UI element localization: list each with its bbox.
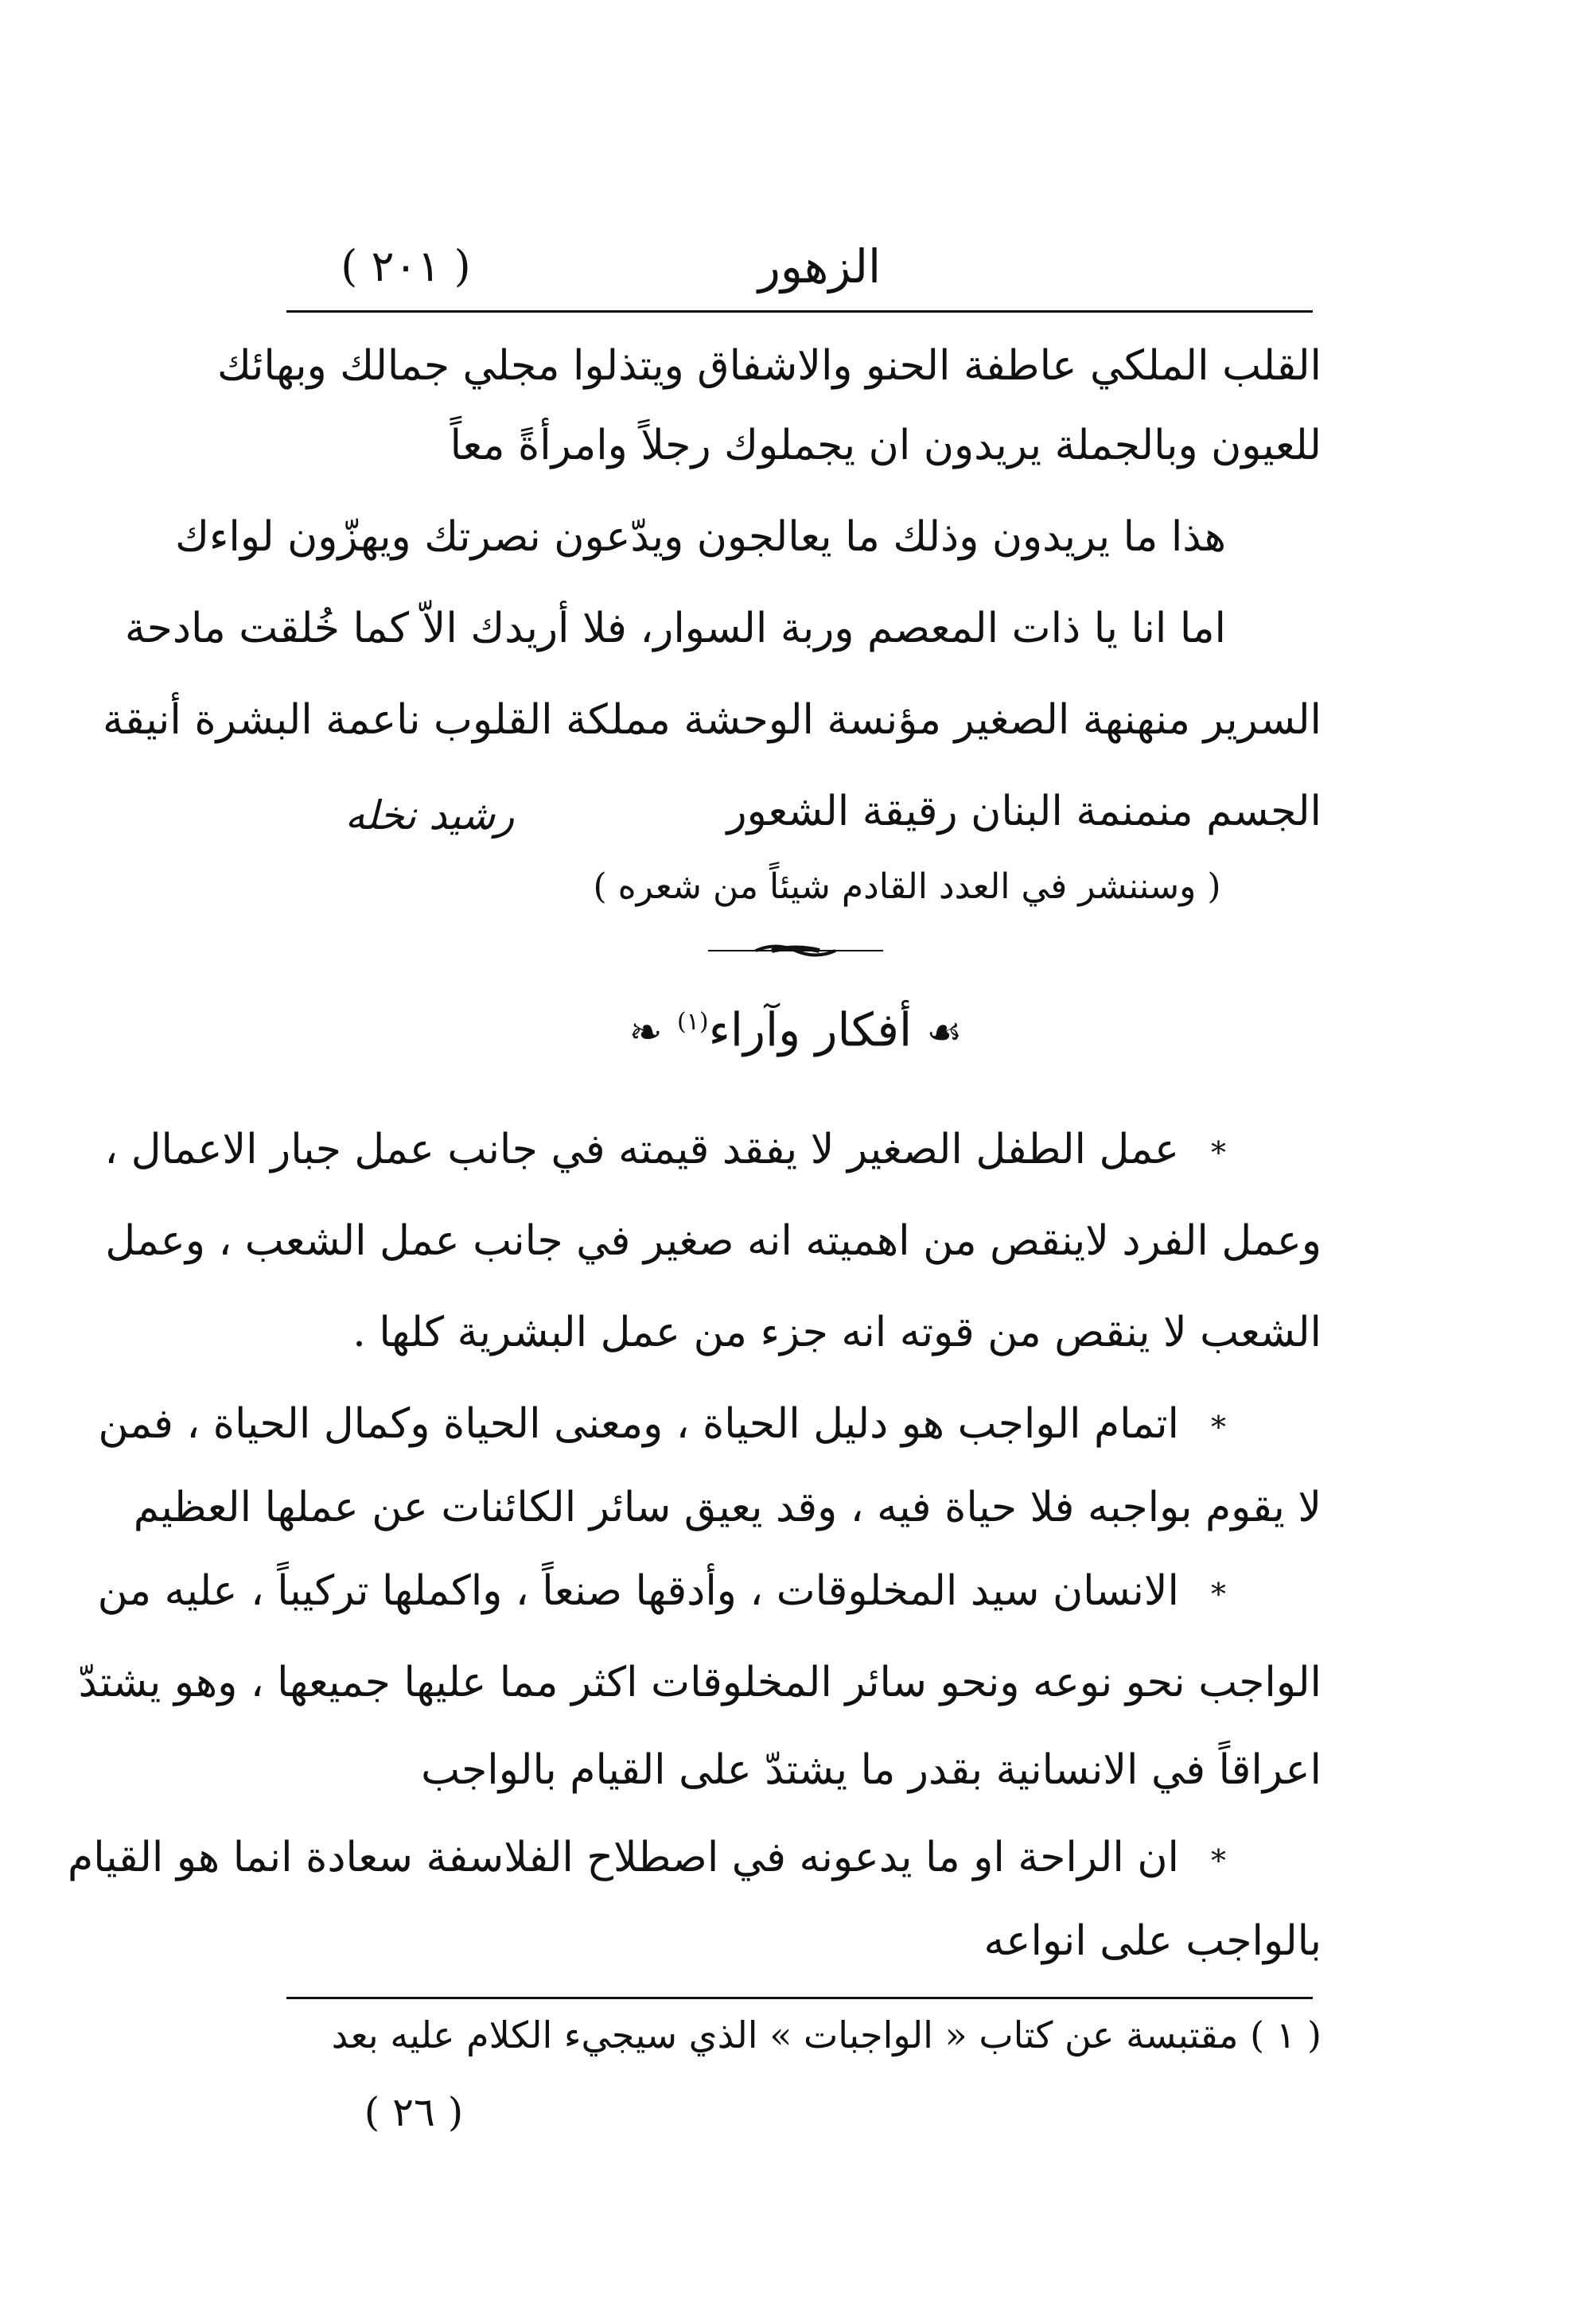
- poem-line: للعيون وبالجملة يريدون ان يجملوك رجلاً وامرأةً معاً: [450, 422, 1322, 469]
- paragraph-star-icon: *: [1211, 1410, 1226, 1445]
- footnote-number: ( ١ ): [1250, 2013, 1322, 2056]
- body-line: الشعب لا ينقص من قوته انه جزء من عمل البشرية كلها .: [352, 1309, 1322, 1356]
- flourish-right-icon: ☙: [926, 1009, 963, 1056]
- poem-line: هذا ما يريدون وذلك ما يعالجون ويدّعون نصرتك ويهزّون لواءك: [175, 513, 1226, 561]
- author-signature: رشيد نخله: [345, 792, 515, 838]
- body-line: *الانسان سيد المخلوقات ، وأدقها صنعاً ، واكملها تركيباً ، عليه من: [287, 1563, 1322, 1622]
- poem-line: الجسم منمنمة البنان رقيقة الشعور: [726, 788, 1322, 835]
- publisher-note: ( وسننشر في العدد القادم شيئاً من شعره ): [593, 866, 1221, 907]
- body-line: لا يقوم بواجبه فلا حياة فيه ، وقد يعيق سائر الكائنات عن عملها العظيم: [133, 1484, 1322, 1531]
- poem-line: القلب الملكي عاطفة الحنو والاشفاق ويتذلوا مجلي جمالك وبهائك: [217, 342, 1322, 390]
- footnote-text: مقتبسة عن كتاب « الواجبات » الذي سيجيء الكلام عليه بعد: [331, 2013, 1239, 2056]
- body-line: *اتمام الواجب هو دليل الحياة ، ومعنى الحياة وكمال الحياة ، فمن: [287, 1396, 1322, 1455]
- paragraph-star-icon: *: [1211, 1843, 1226, 1878]
- paragraph-star-icon: *: [1211, 1577, 1226, 1612]
- footnote-marker: (١): [677, 1008, 709, 1036]
- body-line: *عمل الطفل الصغير لا يفقد قيمته في جانب عمل جبار الاعمال ،: [287, 1122, 1322, 1181]
- flourish-left-icon: ❧: [629, 1009, 663, 1056]
- page-number: ( ٢٠١ ): [341, 241, 471, 291]
- poem-line: السرير منهنهة الصغير مؤنسة الوحشة مملكة القلوب ناعمة البشرة أنيقة: [103, 696, 1322, 744]
- section-title-text: أفكار وآراء: [708, 1002, 913, 1057]
- header-rule: [286, 310, 1313, 313]
- body-line: الواجب نحو نوعه ونحو سائر المخلوقات اكثر مما عليها جميعها ، وهو يشتدّ: [78, 1659, 1322, 1706]
- body-line: وعمل الفرد لاينقص من اهميته انه صغير في جانب عمل الشعب ، وعمل: [105, 1217, 1322, 1265]
- body-line: بالواجب على انواعه: [983, 1917, 1322, 1965]
- poem-line: اما انا يا ذات المعصم وربة السوار، فلا أريدك الاّ كما خُلقت مادحة: [124, 605, 1226, 652]
- signature-folio: ( ٢٦ ): [364, 2089, 464, 2135]
- footnote-rule: [286, 1997, 1313, 1999]
- paragraph-star-icon: *: [1211, 1135, 1226, 1170]
- body-line: اعراقاً في الانسانية بقدر ما يشتدّ على القيام بالواجب: [421, 1746, 1322, 1794]
- divider-ornament: [700, 939, 891, 963]
- section-heading: [477, 990, 1114, 1064]
- journal-title: الزهور: [757, 239, 882, 294]
- body-line: *ان الراحة او ما يدعونه في اصطلاح الفلاسفة سعادة انما هو القيام: [287, 1830, 1322, 1889]
- footnote: [287, 2009, 1322, 2061]
